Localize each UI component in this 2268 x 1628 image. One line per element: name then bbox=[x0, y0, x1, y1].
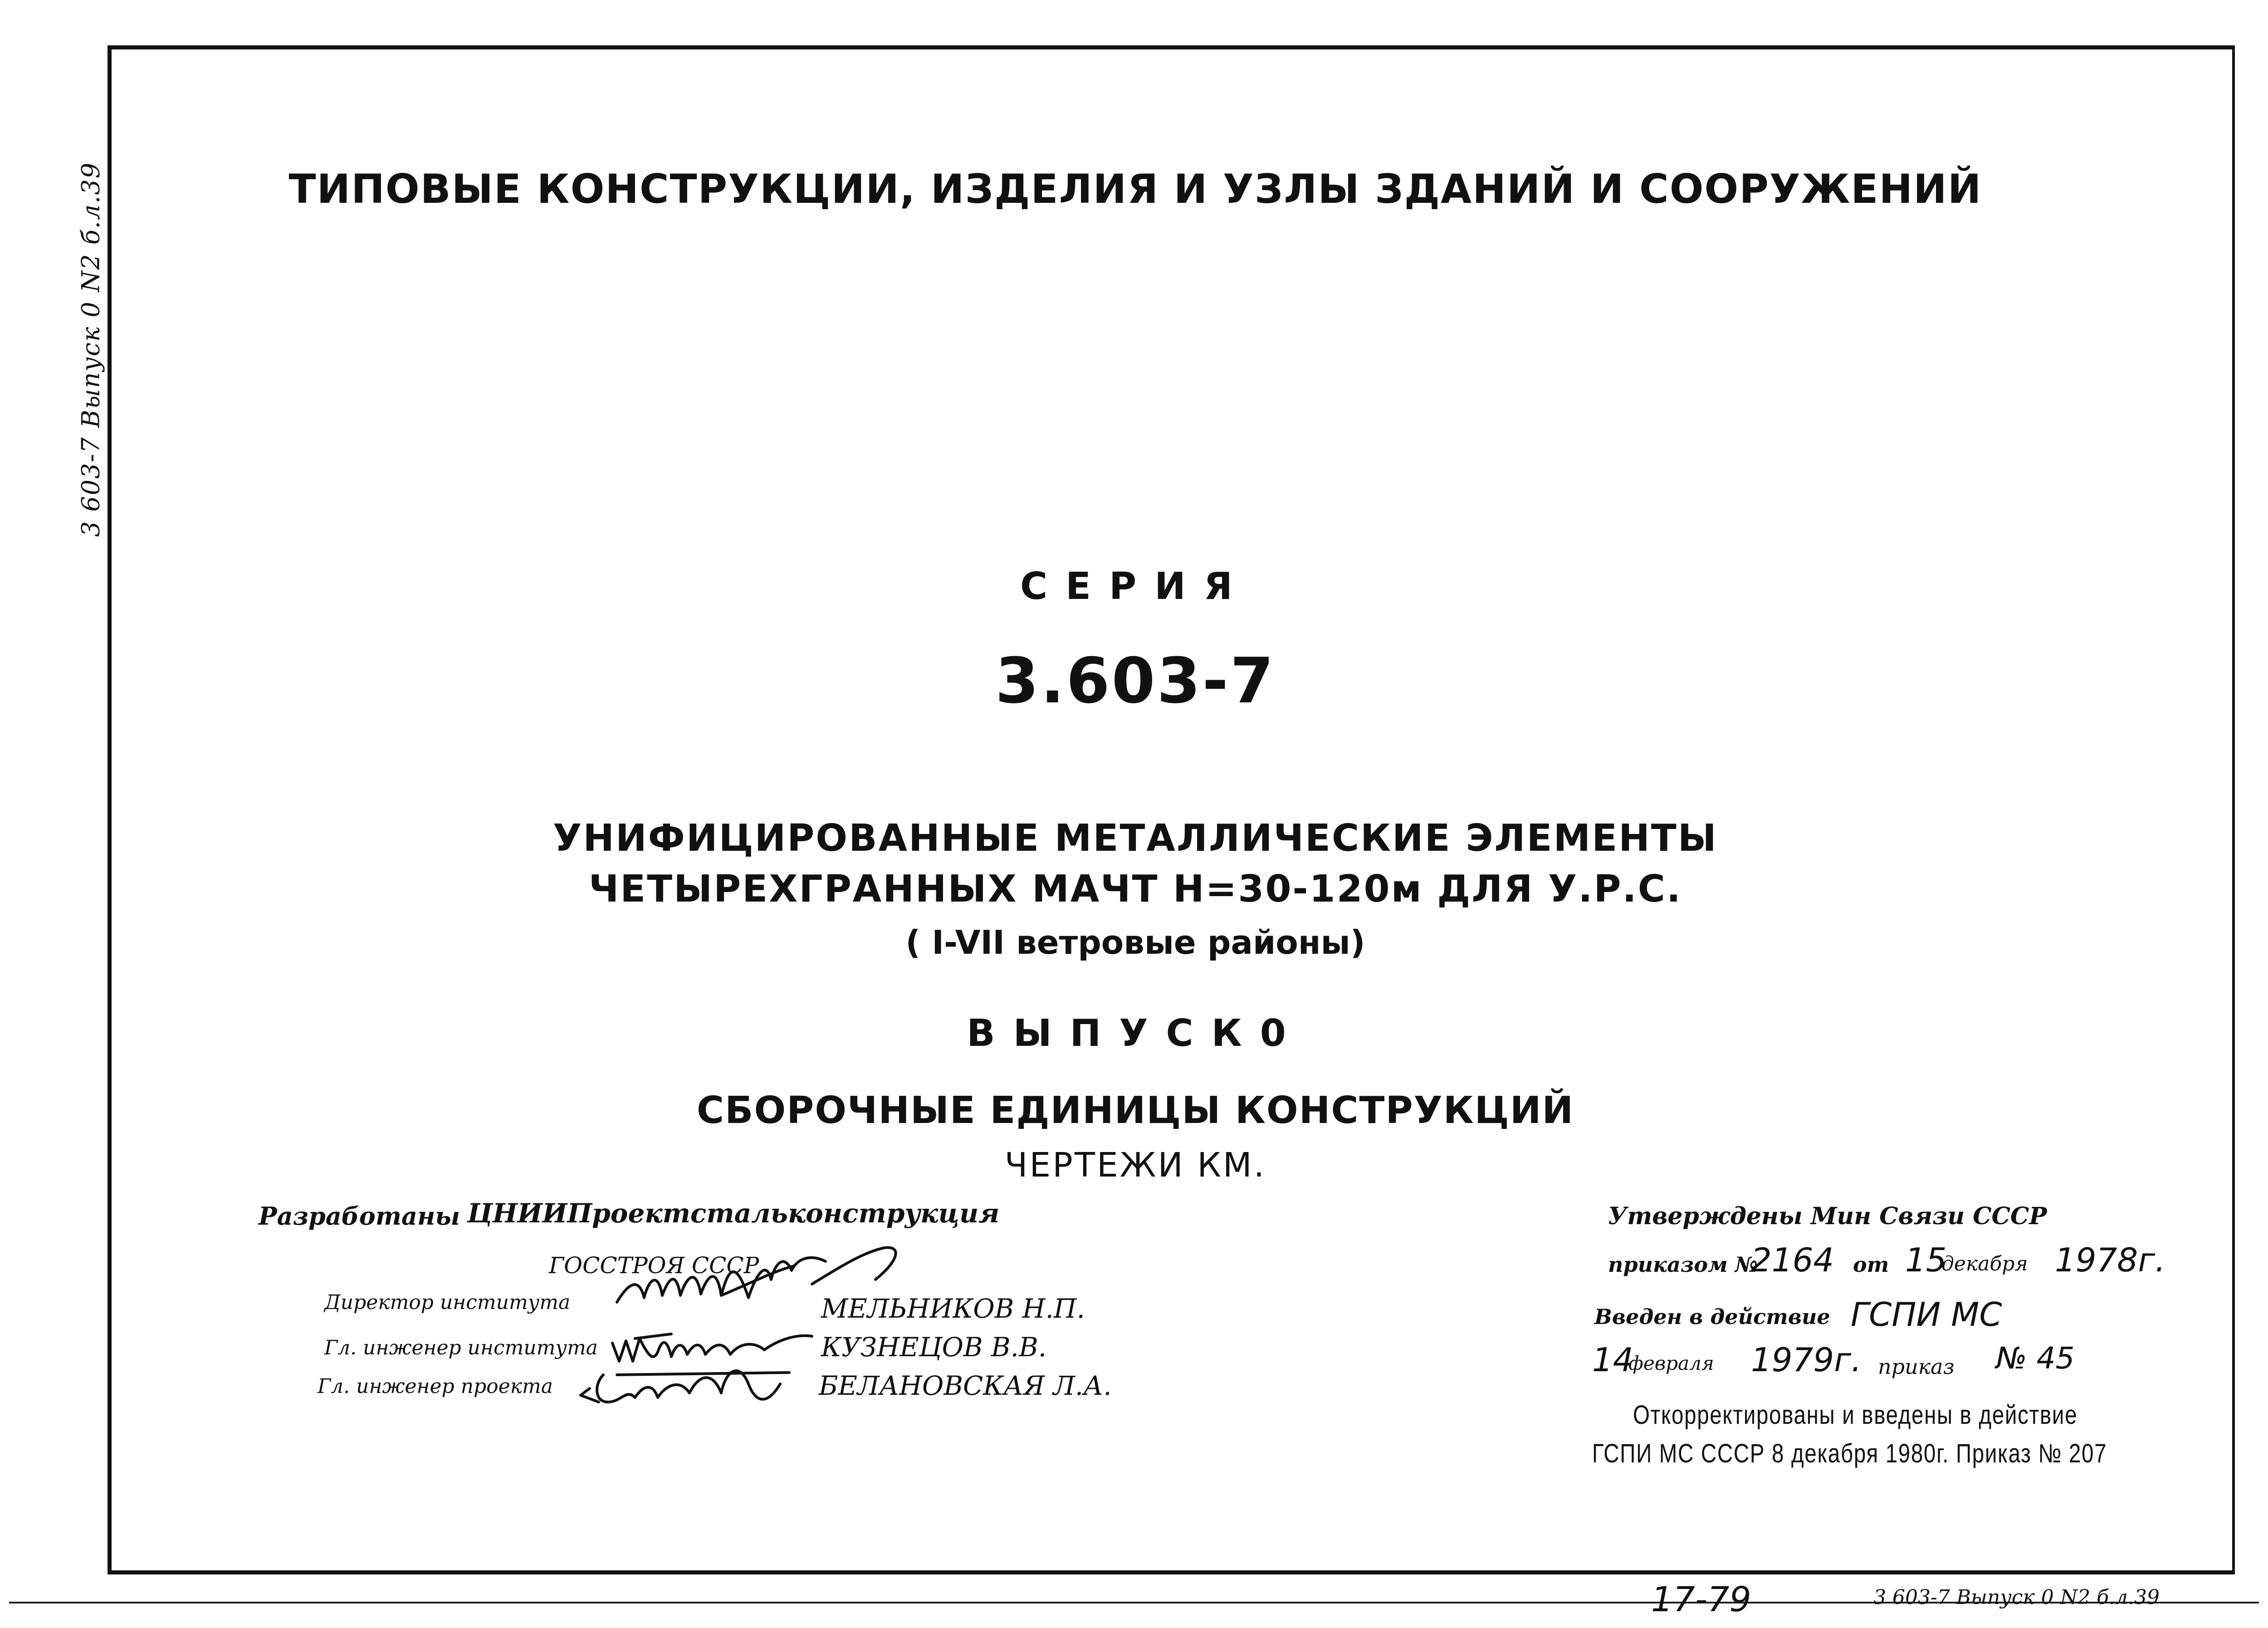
issue-label: ВЫПУСК bbox=[967, 1012, 1260, 1055]
subtitle-line-1: СБОРОЧНЫЕ ЕДИНИЦЫ КОНСТРУКЦИЙ bbox=[696, 1089, 1574, 1132]
correction-line-1: Откорректированы и введены в действие bbox=[1633, 1400, 2078, 1430]
signatory-name-project-engineer: БЕЛАНОВСКАЯ Л.А. bbox=[819, 1370, 1112, 1401]
signatory-name-chief-engineer: КУЗНЕЦОВ В.В. bbox=[821, 1332, 1047, 1363]
approval-order-number: 2164 bbox=[1751, 1241, 1834, 1279]
approval-order-prefix: приказом № bbox=[1608, 1252, 1758, 1277]
effective-day: 14 bbox=[1592, 1341, 1634, 1379]
description-line-2: ЧЕТЫРЕХГРАННЫХ МАЧТ Н=30-120м ДЛЯ У.Р.С. bbox=[588, 868, 1682, 911]
effective-year: 1979г. bbox=[1751, 1341, 1862, 1379]
correction-line-2: ГСПИ МС СССР 8 декабря 1980г. Приказ № 207 bbox=[1592, 1439, 2107, 1468]
effective-order-label: приказ bbox=[1878, 1354, 1955, 1379]
signatory-role-director: Директор института bbox=[324, 1291, 571, 1314]
signatory-name-director: МЕЛЬНИКОВ Н.П. bbox=[821, 1293, 1085, 1324]
footer-sheet-code: 3 603-7 Выпуск 0 N2 б.л.39 bbox=[1873, 1586, 2160, 1609]
signature-ministry-flourish bbox=[807, 1243, 907, 1293]
issue-heading bbox=[0, 1012, 2268, 1055]
effective-order-number: № 45 bbox=[1996, 1341, 2075, 1376]
side-sheet-code: 3 603-7 Выпуск 0 N2 б.л.39 bbox=[76, 162, 105, 537]
developer-organization: ЦНИИПроектстальконструкция bbox=[467, 1198, 1000, 1229]
developer-ministry: ГОССТРОЯ СССР bbox=[549, 1252, 759, 1279]
developer-label: Разработаны bbox=[259, 1201, 460, 1231]
footer-handwritten-number: 17-79 bbox=[1651, 1579, 1751, 1619]
approval-order-month: декабря bbox=[1941, 1252, 2028, 1275]
effective-organization: ГСПИ МС bbox=[1851, 1295, 2002, 1334]
series-number: 3.603-7 bbox=[995, 644, 1276, 717]
signatory-role-project-engineer: Гл. инженер проекта bbox=[318, 1375, 553, 1398]
approval-order-year: 1978г. bbox=[2055, 1241, 2165, 1279]
effective-month: февраля bbox=[1628, 1352, 1714, 1374]
subtitle-line-2: ЧЕРТЕЖИ КМ. bbox=[1004, 1146, 1266, 1185]
collection-title: ТИПОВЫЕ КОНСТРУКЦИИ, ИЗДЕЛИЯ И УЗЛЫ ЗДАНИЙ И СООРУЖЕНИЙ bbox=[288, 166, 1982, 212]
approval-order-from: от bbox=[1853, 1252, 1889, 1277]
signatory-role-chief-engineer: Гл. инженер института bbox=[324, 1336, 598, 1359]
approval-authority: Утверждены Мин Связи СССР bbox=[1608, 1202, 2047, 1230]
issue-number: 0 bbox=[1260, 1012, 1304, 1055]
series-label: СЕРИЯ bbox=[1020, 565, 1251, 608]
signature-project-engineer bbox=[576, 1357, 794, 1420]
effective-label: Введен в действие bbox=[1594, 1304, 1830, 1329]
description-line-3: ( I-VII ветровые районы) bbox=[905, 923, 1365, 961]
description-line-1: УНИФИЦИРОВАННЫЕ МЕТАЛЛИЧЕСКИЕ ЭЛЕМЕНТЫ bbox=[553, 817, 1718, 860]
approval-order-day: 15 bbox=[1905, 1241, 1947, 1279]
